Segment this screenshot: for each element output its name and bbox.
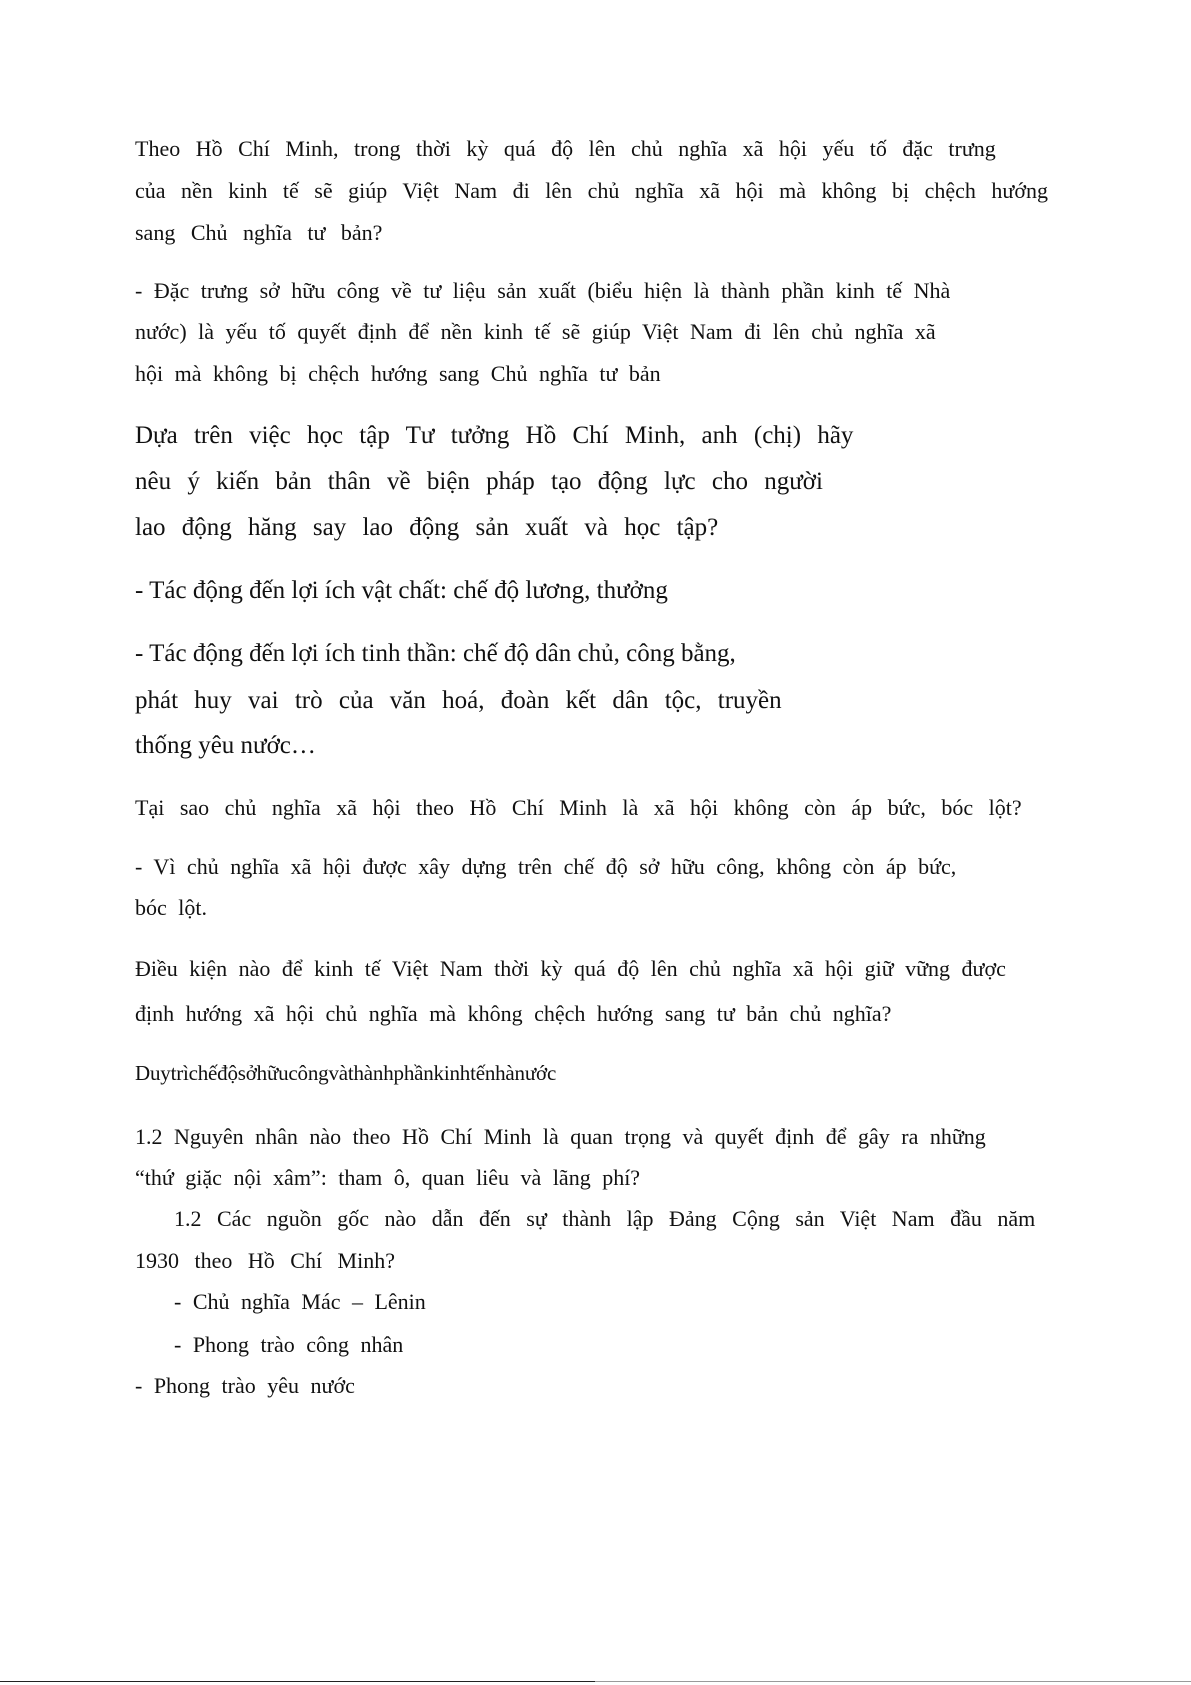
answer-2-line-4: thống yêu nước… bbox=[135, 732, 316, 759]
question-2-line-3: lao động hăng say lao động sản xuất và học tập? bbox=[135, 514, 719, 541]
question-5-line-1: 1.2 Nguyên nhân nào theo Hồ Chí Minh là quan trọng và quyết định để gây ra những bbox=[135, 1124, 986, 1149]
page-bottom-rule bbox=[0, 1681, 595, 1682]
question-2-line-1: Dựa trên việc học tập Tư tưởng Hồ Chí Minh, anh (chị) hãy bbox=[135, 422, 854, 449]
answer-6-item-3: - Phong trào yêu nước bbox=[135, 1373, 355, 1398]
answer-4-line-1: Duytrìchếđộsởhữucôngvàthànhphầnkinhtếnhànước bbox=[135, 1061, 557, 1085]
answer-1-line-1: - Đặc trưng sở hữu công về tư liệu sản xuất (biểu hiện là thành phần kinh tế Nhà bbox=[135, 278, 951, 303]
question-1-line-3: sang Chủ nghĩa tư bản? bbox=[135, 220, 383, 245]
question-6-line-1: 1.2 Các nguồn gốc nào dẫn đến sự thành lập Đảng Cộng sản Việt Nam đầu năm bbox=[174, 1206, 1036, 1231]
answer-2-line-1: - Tác động đến lợi ích vật chất: chế độ lương, thưởng bbox=[135, 577, 668, 604]
question-3-line-1: Tại sao chủ nghĩa xã hội theo Hồ Chí Minh là xã hội không còn áp bức, bóc lột? bbox=[135, 795, 1022, 820]
question-1-line-1: Theo Hồ Chí Minh, trong thời kỳ quá độ lên chủ nghĩa xã hội yếu tố đặc trưng bbox=[135, 136, 996, 161]
answer-1-line-2: nước) là yếu tố quyết định để nền kinh tế sẽ giúp Việt Nam đi lên chủ nghĩa xã bbox=[135, 319, 936, 344]
answer-2-line-3: phát huy vai trò của văn hoá, đoàn kết dân tộc, truyền bbox=[135, 687, 782, 714]
question-6-line-2: 1930 theo Hồ Chí Minh? bbox=[135, 1248, 395, 1273]
question-4-line-1: Điều kiện nào để kinh tế Việt Nam thời kỳ quá độ lên chủ nghĩa xã hội giữ vững được bbox=[135, 956, 1006, 981]
answer-3-line-2: bóc lột. bbox=[135, 895, 207, 920]
page-bottom-rule-right bbox=[595, 1681, 1191, 1682]
answer-2-line-2: - Tác động đến lợi ích tinh thần: chế độ dân chủ, công bằng, bbox=[135, 640, 736, 667]
answer-3-line-1: - Vì chủ nghĩa xã hội được xây dựng trên chế độ sở hữu công, không còn áp bức, bbox=[135, 854, 957, 879]
question-4-line-2: định hướng xã hội chủ nghĩa mà không chệch hướng sang tư bản chủ nghĩa? bbox=[135, 1001, 892, 1026]
question-5-line-2: “thứ giặc nội xâm”: tham ô, quan liêu và lãng phí? bbox=[135, 1165, 641, 1190]
answer-6-item-1: - Chủ nghĩa Mác – Lênin bbox=[174, 1289, 426, 1314]
answer-1-line-3: hội mà không bị chệch hướng sang Chủ nghĩa tư bản bbox=[135, 361, 661, 386]
question-2-line-2: nêu ý kiến bản thân về biện pháp tạo động lực cho người bbox=[135, 468, 823, 495]
question-1-line-2: của nền kinh tế sẽ giúp Việt Nam đi lên chủ nghĩa xã hội mà không bị chệch hướng bbox=[135, 178, 1048, 203]
answer-6-item-2: - Phong trào công nhân bbox=[174, 1332, 404, 1357]
